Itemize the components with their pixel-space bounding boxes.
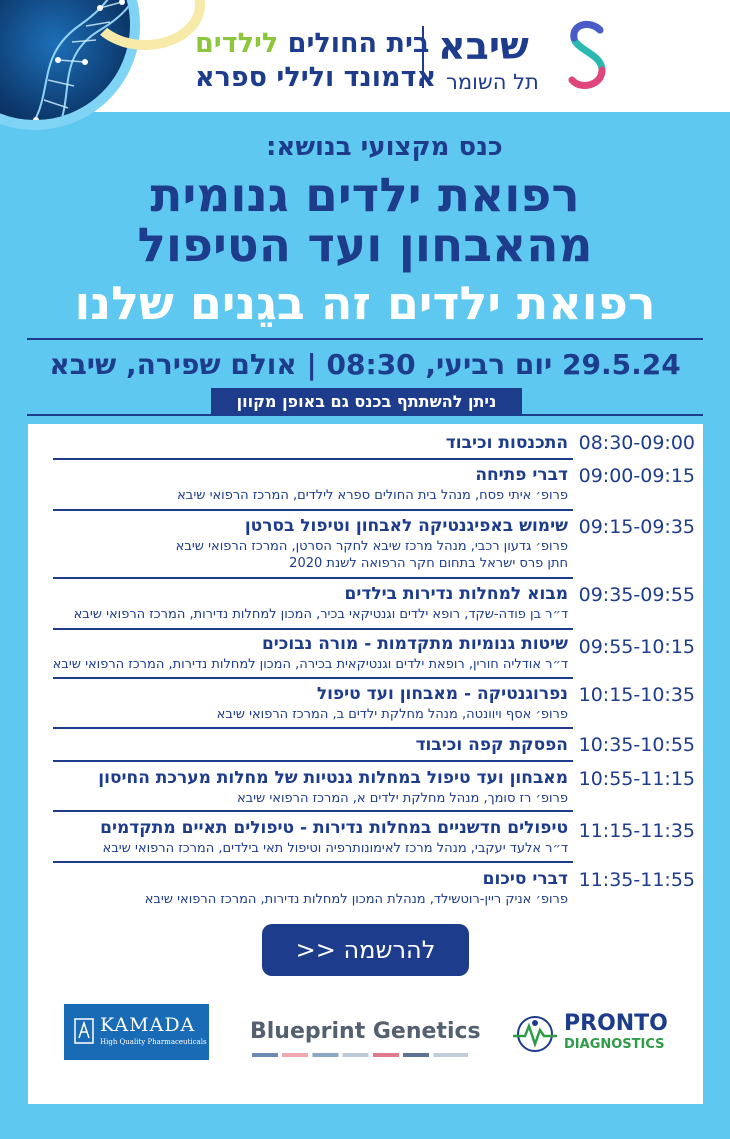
- schedule-divider: [53, 677, 573, 679]
- schedule-divider: [53, 760, 573, 762]
- schedule-card: [28, 424, 703, 1104]
- title-area: [0, 112, 730, 422]
- schedule-speaker: פרופ׳ גדעון רכבי, מנהל מרכז שיבא לחקר הסרטן, המרכז הרפואי שיבא: [175, 539, 568, 554]
- kamada-tagline: High Quality Pharmaceuticals: [100, 1038, 207, 1046]
- schedule-time: 11:35-11:55: [578, 869, 695, 891]
- schedule-time: 10:55-11:15: [578, 768, 695, 790]
- title-divider: [27, 338, 703, 340]
- schedule-divider: [53, 810, 573, 812]
- slogan: רפואת ילדים זה בגֵנים שלנו: [74, 276, 656, 330]
- blueprint-genetics-logo: Blueprint Genetics: [250, 1019, 481, 1044]
- sheba-logo-icon: [566, 20, 610, 92]
- schedule-title: דברי פתיחה: [475, 465, 568, 485]
- schedule-title: הפסקת קפה וכיבוד: [415, 735, 568, 755]
- schedule-speaker: פרופ׳ אניק ריין-רוטשילד, מנהלת המכון למחלות נדירות, המרכז הרפואי שיבא: [144, 892, 568, 907]
- main-title-line1: רפואת ילדים גנומית: [150, 168, 580, 223]
- schedule-speaker: פרופ׳ רז סומך, מנהל מחלקת ילדים א, המרכז הרפואי שיבא: [236, 791, 568, 806]
- schedule-time: 09:00-09:15: [578, 465, 695, 487]
- schedule-time: 08:30-09:00: [578, 432, 695, 454]
- schedule-title: טיפולים חדשניים במחלות נדירות - טיפולים תאיים מתקדמים: [100, 818, 568, 838]
- hospital-name-children: לילדים: [195, 28, 279, 59]
- title-divider-bottom: [27, 414, 703, 416]
- schedule-time: 09:55-10:15: [578, 636, 695, 658]
- schedule-speaker: חתן פרס ישראל בתחום חקר הרפואה לשנת 2020: [289, 556, 568, 571]
- schedule-speaker: פרופ׳ איתי פסח, מנהל בית החולים ספרא לילדים, המרכז הרפואי שיבא: [177, 488, 568, 503]
- schedule-divider: [53, 628, 573, 630]
- hospital-name-line2: אדמונד ולילי ספרא: [195, 62, 437, 93]
- schedule-title: מאבחון ועד טיפול במחלות גנטיות של מחלות מערכת החיסון: [98, 768, 568, 788]
- schedule-speaker: פרופ׳ אסף ויוונטה, מנהל מחלקת ילדים ב, המרכז הרפואי שיבא: [216, 707, 568, 722]
- sheba-sub: תל השומר: [446, 70, 539, 94]
- schedule-title: נפרוגנטיקה - מאבחון ועד טיפול: [316, 684, 568, 704]
- schedule-time: 10:35-10:55: [578, 734, 695, 756]
- kamada-name: KAMADA: [100, 1014, 196, 1036]
- schedule-speaker: ד״ר בן פודה-שקד, רופא ילדים וגנטיקאי בכיר, המכון למחלות נדירות, המרכז הרפואי שיבא: [73, 607, 568, 622]
- schedule-title: התכנסות וכיבוד: [445, 433, 568, 453]
- hospital-name-line1: [195, 28, 429, 59]
- hospital-name-part1: בית החולים: [278, 28, 430, 59]
- schedule-time: 10:15-10:35: [578, 684, 695, 706]
- schedule-time: 09:15-09:35: [578, 516, 695, 538]
- online-note: ניתן להשתתף בכנס גם באופן מקוון: [211, 388, 522, 415]
- main-title-line2: מהאבחון ועד הטיפול: [137, 218, 593, 273]
- schedule-title: מבוא למחלות נדירות בילדים: [344, 584, 568, 604]
- schedule-divider: [53, 458, 573, 460]
- pronto-name: PRONTO: [564, 1011, 668, 1036]
- schedule-speaker: ד״ר אלעד יעקבי, מנהל מרכז לאימונותרפיה וטיפול תאי בילדים, המרכז הרפואי שיבא: [102, 841, 568, 856]
- kamada-logo: [64, 1004, 209, 1060]
- schedule-speaker: ד״ר אודליה חורין, רופאת ילדים וגנטיקאית בכירה, המכון למחלות נדירות, המרכז הרפואי שיבא: [52, 657, 568, 672]
- schedule-divider: [53, 509, 573, 511]
- pronto-emblem-icon: [511, 1014, 559, 1054]
- schedule-divider: [53, 727, 573, 729]
- conference-subject: כנס מקצועי בנושא:: [266, 132, 503, 162]
- blueprint-color-bar: [252, 1053, 468, 1057]
- register-button[interactable]: להרשמה <<: [262, 924, 469, 976]
- schedule-title: שיטות גנומיות מתקדמות - מורה נבוכים: [261, 634, 568, 654]
- schedule-divider: [53, 577, 573, 579]
- date-location: 29.5.24 יום רביעי, 08:30 | אולם שפירה, שיבא: [49, 348, 681, 381]
- pronto-sub: DIAGNOSTICS: [564, 1037, 665, 1052]
- header: [0, 0, 730, 112]
- schedule-title: שימוש באפיגנטיקה לאבחון וטיפול בסרטן: [244, 516, 568, 536]
- sheba-name: שיבא: [438, 24, 529, 68]
- kamada-emblem-icon: [74, 1018, 94, 1044]
- schedule-time: 09:35-09:55: [578, 584, 695, 606]
- schedule-time: 11:15-11:35: [578, 820, 695, 842]
- schedule-title: דברי סיכום: [482, 869, 568, 889]
- schedule-divider: [53, 861, 573, 863]
